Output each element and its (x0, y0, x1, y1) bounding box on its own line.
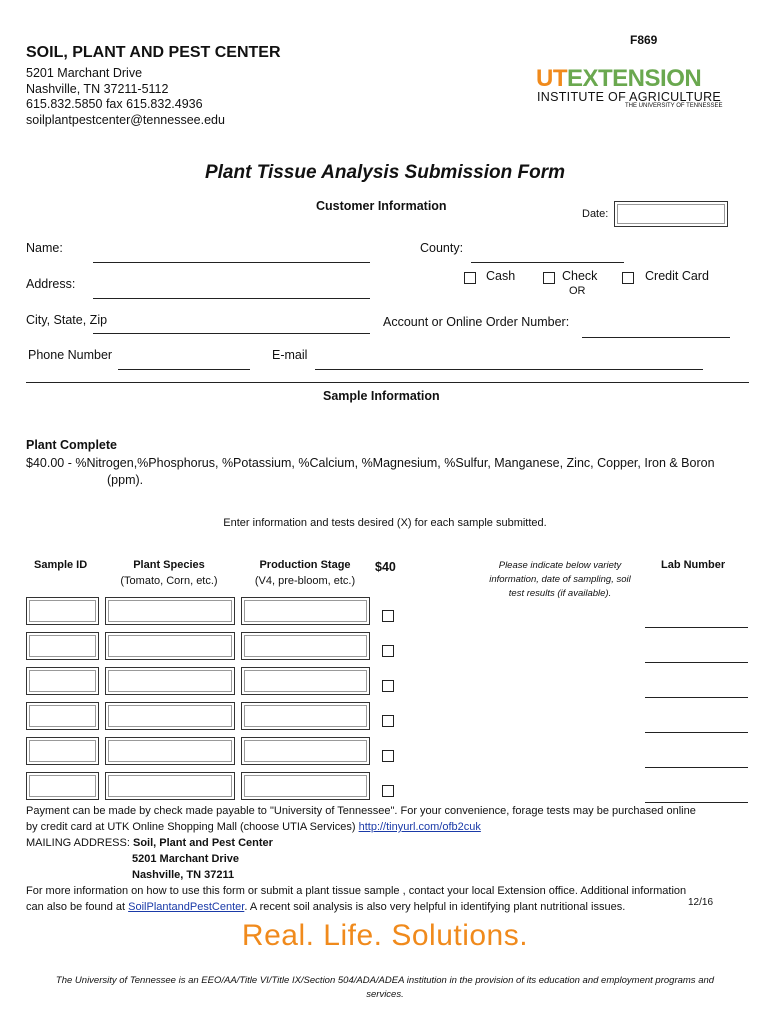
payment-line2 (26, 819, 696, 835)
city-label: City, State, Zip (26, 313, 108, 327)
test-40-checkbox[interactable] (382, 750, 394, 762)
center-name: SOIL, PLANT AND PEST CENTER (26, 44, 281, 61)
col-note (470, 559, 650, 601)
name-label: Name: (26, 241, 63, 255)
plant-complete-desc-cont: (ppm). (107, 473, 144, 487)
address-label: Address: (26, 277, 76, 291)
email-label: E-mail (272, 348, 308, 362)
center-contact (26, 66, 225, 128)
plant-species-input[interactable] (105, 667, 235, 695)
sample-id-input[interactable] (26, 632, 99, 660)
col-price: $40 (375, 560, 396, 574)
production-stage-input[interactable] (241, 772, 370, 800)
ut-extension-logo (536, 66, 736, 112)
cash-label: Cash (486, 269, 516, 283)
center-address1: 5201 Marchant Drive (26, 66, 143, 80)
shopping-mall-link[interactable]: http://tinyurl.com/ofb2cuk (358, 821, 481, 833)
lab-number-line (645, 627, 748, 628)
mailing-address (26, 835, 696, 851)
cash-checkbox[interactable] (464, 272, 476, 284)
section-divider (26, 382, 749, 383)
plant-species-input[interactable] (105, 702, 235, 730)
address-input-line[interactable] (93, 298, 370, 299)
payment-info (26, 803, 696, 915)
col-sample-id: Sample ID (34, 559, 88, 571)
logo-institute: INSTITUTE OF AGRICULTURE (537, 90, 722, 104)
info-line2-post: . A recent soil analysis is also very helpful in identifying plant nutritional issues. (244, 901, 626, 913)
payment-line1: Payment can be made by check made payable to "University of Tennessee". For your convenience, forage tests may be purchased online (26, 805, 696, 817)
slogan: Real. Life. Solutions. (241, 919, 529, 952)
mailing-line3: Nashville, TN 37211 (132, 869, 235, 881)
production-stage-input[interactable] (241, 597, 370, 625)
sample-id-input[interactable] (26, 772, 99, 800)
mailing-label: MAILING ADDRESS: (26, 837, 133, 849)
sample-id-input[interactable] (26, 737, 99, 765)
revision-date: 12/16 (688, 897, 714, 908)
mailing-line1: Soil, Plant and Pest Center (132, 837, 273, 849)
email-input-line[interactable] (315, 369, 703, 370)
plant-complete-heading: Plant Complete (26, 438, 117, 452)
check-label: Check (562, 269, 598, 283)
plant-species-input[interactable] (105, 597, 235, 625)
production-stage-input[interactable] (241, 667, 370, 695)
info-line2 (26, 899, 696, 915)
logo-ut: UT (536, 65, 567, 92)
customer-info-heading: Customer Information (316, 199, 447, 213)
logo-university: THE UNIVERSITY OF TENNESSEE (625, 103, 723, 109)
county-label: County: (420, 241, 464, 255)
page-title: Plant Tissue Analysis Submission Form (204, 162, 566, 183)
instructions: Enter information and tests desired (X) for each sample submitted. (223, 517, 547, 529)
test-40-checkbox[interactable] (382, 610, 394, 622)
col-species: Plant Species (133, 559, 205, 571)
production-stage-input[interactable] (241, 632, 370, 660)
eeo-statement (20, 974, 750, 1002)
sample-id-input[interactable] (26, 702, 99, 730)
logo-extension: EXTENSION (567, 65, 702, 92)
col-note-line3: test results (if available). (508, 588, 612, 599)
center-address2: Nashville, TN 37211-5112 (26, 81, 169, 96)
lab-number-line (645, 732, 748, 733)
city-input-line[interactable] (93, 333, 370, 334)
eeo-line1: The University of Tennessee is an EEO/AA/Title VI/Title IX/Section 504/ADA/ADEA institution in the provision of its education and employment programs and (55, 975, 715, 986)
sample-info-heading: Sample Information (323, 389, 440, 403)
test-40-checkbox[interactable] (382, 645, 394, 657)
test-40-checkbox[interactable] (382, 680, 394, 692)
production-stage-input[interactable] (241, 737, 370, 765)
or-label: OR (569, 285, 586, 297)
info-line2-pre: can also be found at (26, 901, 129, 913)
lab-number-line (645, 767, 748, 768)
info-line1: For more information on how to use this form or submit a plant tissue sample , contact your local Extension office. Additional information (26, 885, 687, 897)
account-input-line[interactable] (582, 337, 730, 338)
col-lab-number: Lab Number (661, 559, 726, 571)
form-code: F869 (630, 33, 658, 47)
account-label: Account or Online Order Number: (383, 315, 570, 329)
col-stage: Production Stage (259, 559, 351, 571)
lab-number-line (645, 662, 748, 663)
lab-number-line (645, 697, 748, 698)
date-label: Date: (582, 208, 609, 220)
credit-card-label: Credit Card (645, 269, 709, 283)
mailing-line2: 5201 Marchant Drive (132, 853, 239, 865)
center-email: soilplantpestcenter@tennessee.edu (26, 112, 225, 127)
eeo-line2: services. (366, 989, 404, 1000)
col-note-line1: Please indicate below variety (498, 560, 622, 571)
plant-complete-desc: $40.00 - %Nitrogen,%Phosphorus, %Potassium, %Calcium, %Magnesium, %Sulfur, Manganese, Zinc, Copper, Iron & Boron (26, 456, 715, 470)
col-stage-sub: (V4, pre-bloom, etc.) (254, 575, 356, 587)
phone-label: Phone Number (28, 348, 113, 362)
plant-species-input[interactable] (105, 772, 235, 800)
phone-input-line[interactable] (118, 369, 250, 370)
sample-id-input[interactable] (26, 667, 99, 695)
test-40-checkbox[interactable] (382, 785, 394, 797)
center-phone: 615.832.5850 fax 615.832.4936 (26, 97, 203, 111)
date-input[interactable] (614, 201, 728, 227)
soil-plant-pest-link[interactable]: SoilPlantandPestCenter (128, 901, 245, 913)
col-species-sub: (Tomato, Corn, etc.) (120, 575, 218, 587)
credit-card-checkbox[interactable] (622, 272, 634, 284)
plant-species-input[interactable] (105, 737, 235, 765)
county-input-line[interactable] (471, 262, 624, 263)
name-input-line[interactable] (93, 262, 370, 263)
check-checkbox[interactable] (543, 272, 555, 284)
test-40-checkbox[interactable] (382, 715, 394, 727)
plant-species-input[interactable] (105, 632, 235, 660)
col-note-line2: information, date of sampling, soil (489, 574, 631, 585)
production-stage-input[interactable] (241, 702, 370, 730)
sample-id-input[interactable] (26, 597, 99, 625)
payment-line2-text: by credit card at UTK Online Shopping Mall (choose UTIA Services) (26, 821, 359, 833)
